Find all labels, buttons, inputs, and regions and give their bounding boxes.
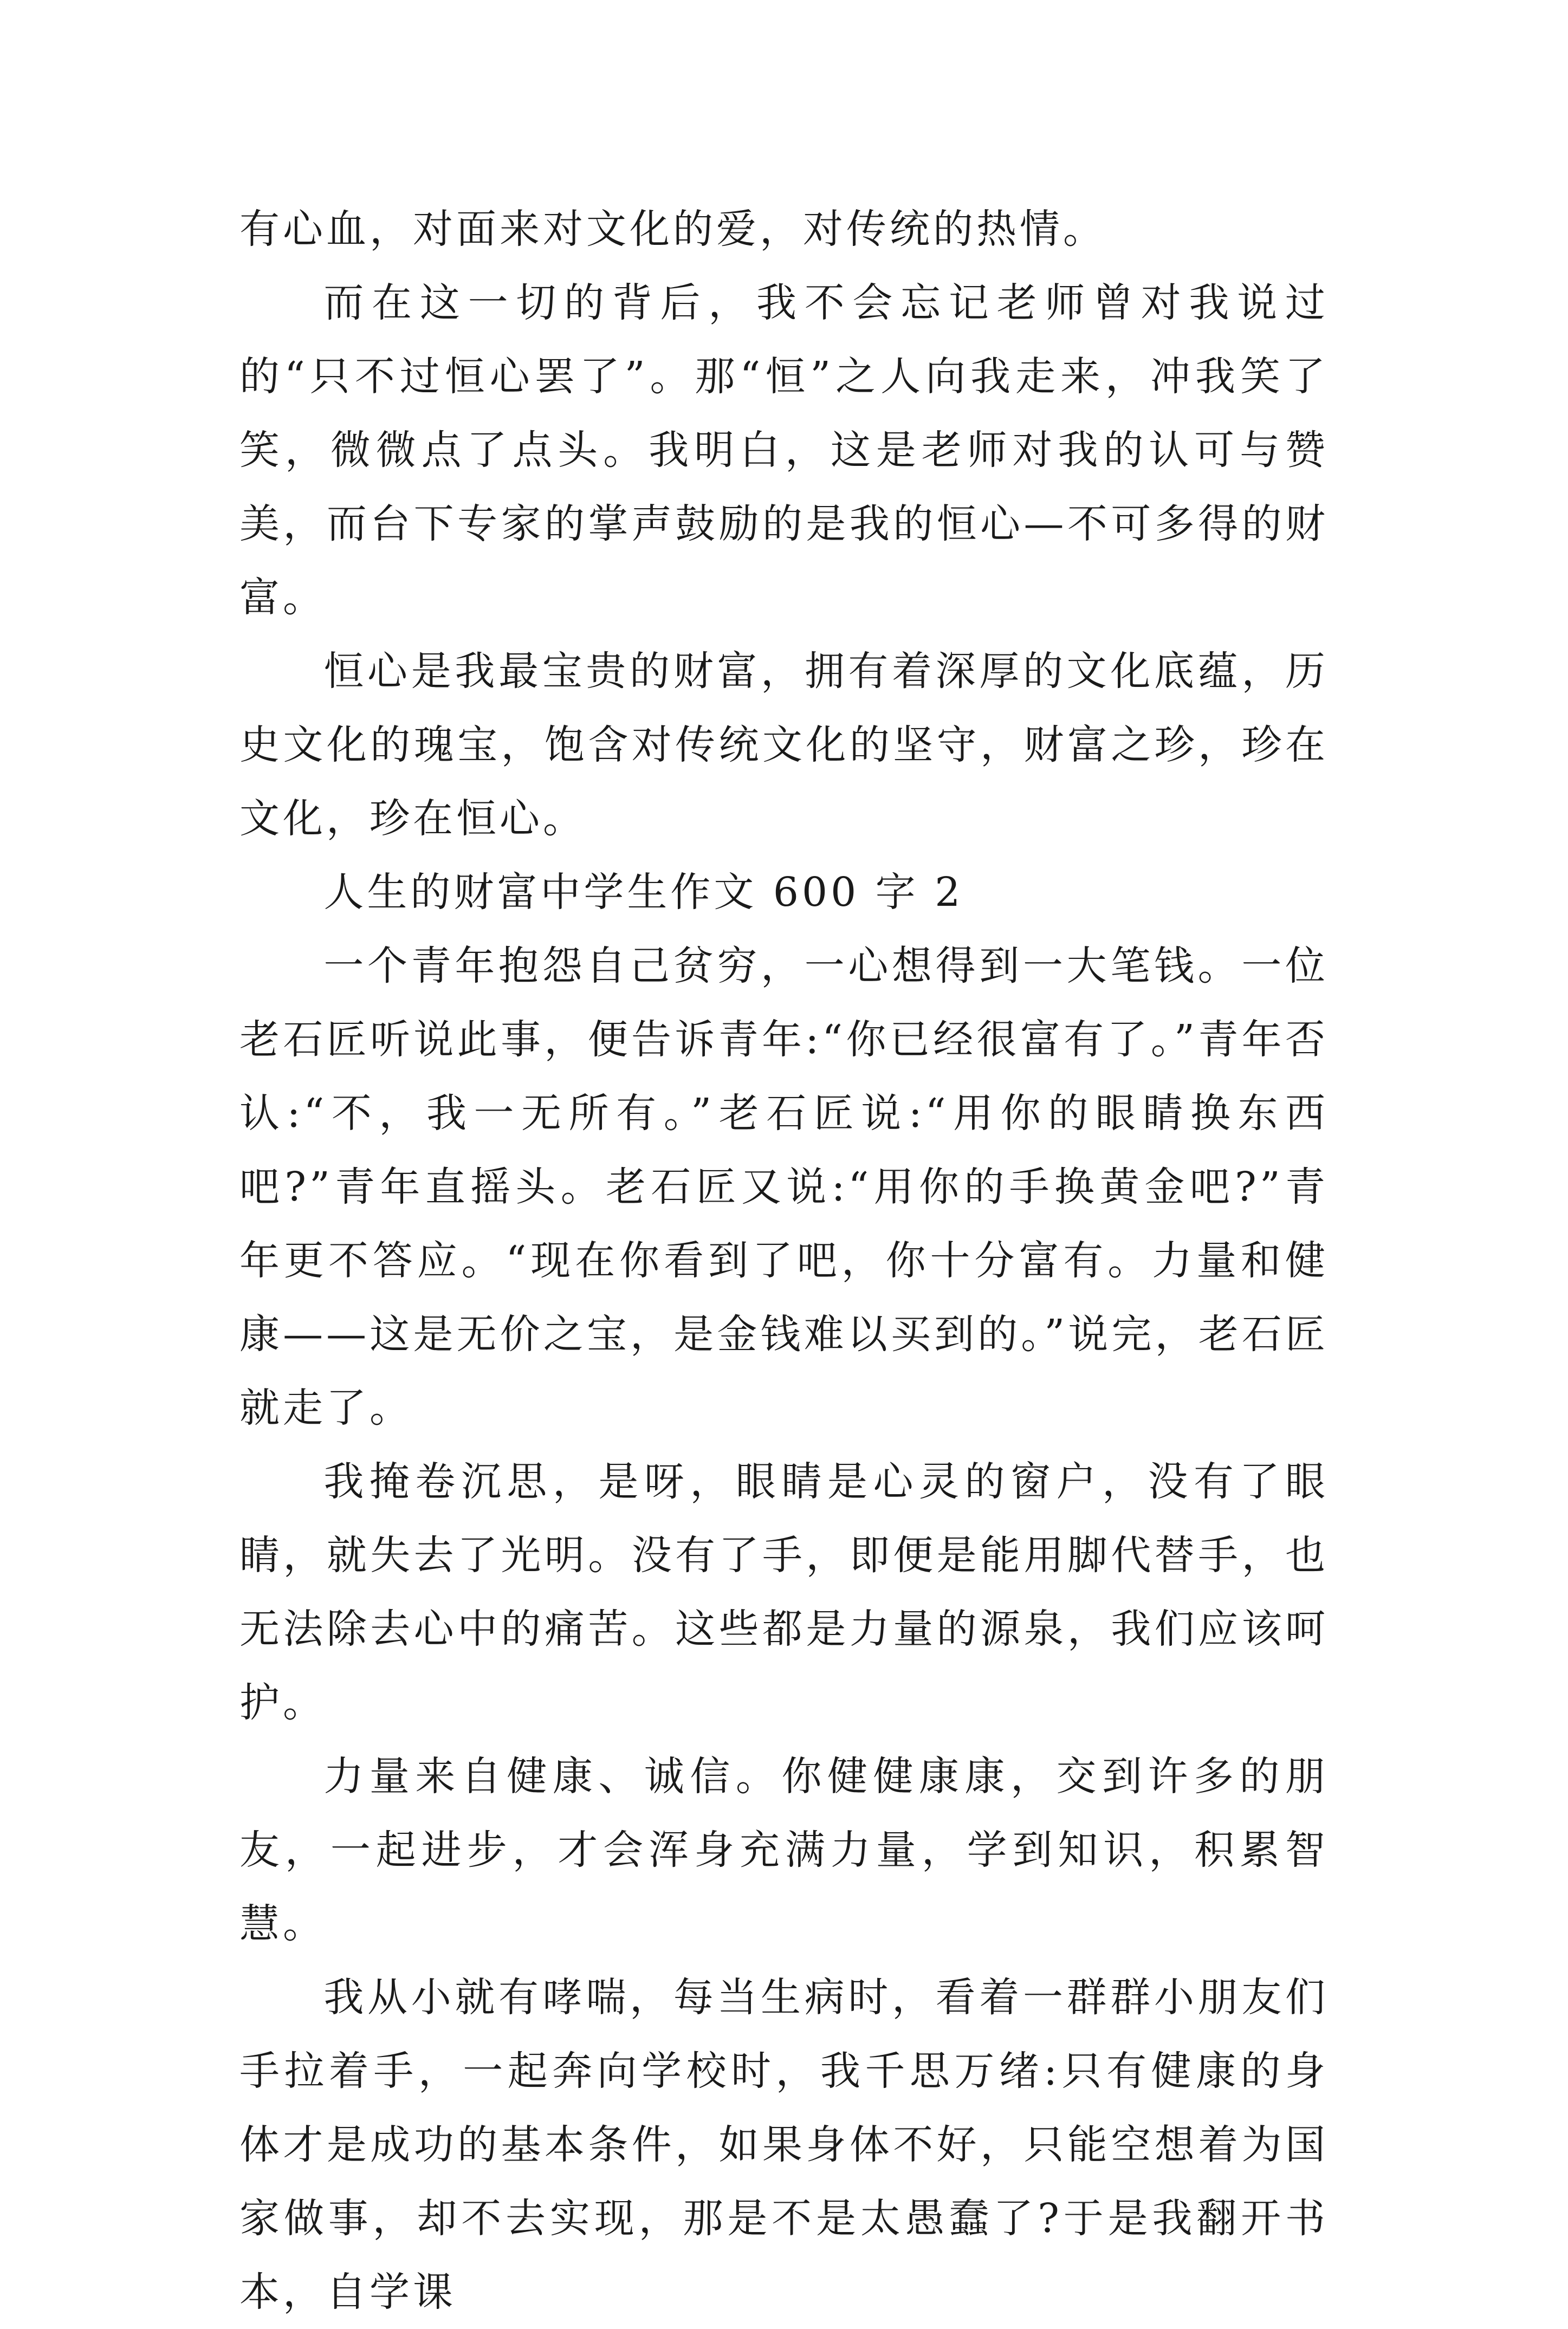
essay-heading: 人生的财富中学生作文 600 字 2 <box>323 869 964 916</box>
paragraph-strength: 力量来自健康、诚信。你健健康康，交到许多的朋友，一起进步，才会浑身充满力量，学到知识，积累智慧。 <box>239 1753 1329 1947</box>
document-body <box>239 192 1329 2329</box>
paragraph-reflection: 我掩卷沉思，是呀，眼睛是心灵的窗户，没有了眼睛，就失去了光明。没有了手，即便是能用脚代替手，也无法除去心中的痛苦。这些都是力量的源泉，我们应该呵护。 <box>239 1458 1329 1726</box>
paragraph-continuation: 有心血，对面来对文化的爱，对传统的热情。 <box>239 206 1106 252</box>
paragraph-perseverance: 恒心是我最宝贵的财富，拥有着深厚的文化底蕴，历史文化的瑰宝，饱含对传统文化的坚守，财富之珍，珍在文化，珍在恒心。 <box>239 648 1329 842</box>
paragraph-stonemason-story: 一个青年抱怨自己贫穷，一心想得到一大笔钱。一位老石匠听说此事，便告诉青年:“你已经很富有了。”青年否认:“不，我一无所有。”老石匠说:“用你的眼睛换东西吧?”青年直摇头。老石匠又说:“用你的手换黄金吧?”青年更不答应。“现在你看到了吧，你十分富有。力量和健康——这是无价之宝，是金钱难以买到的。”说完，老石匠就走了。 <box>239 943 1329 1431</box>
paragraph-teacher-words: 而在这一切的背后，我不会忘记老师曾对我说过的“只不过恒心罢了”。那“恒”之人向我走来，冲我笑了笑，微微点了点头。我明白，这是老师对我的认可与赞美，而台下专家的掌声鼓励的是我的恒心—不可多得的财富。 <box>239 280 1329 621</box>
paragraph-asthma: 我从小就有哮喘，每当生病时，看着一群群小朋友们手拉着手，一起奔向学校时，我千思万绪:只有健康的身体才是成功的基本条件，如果身体不好，只能空想着为国家做事，却不去实现，那是不是太愚蠢了?于是我翻开书本，自学课 <box>239 1974 1329 2315</box>
